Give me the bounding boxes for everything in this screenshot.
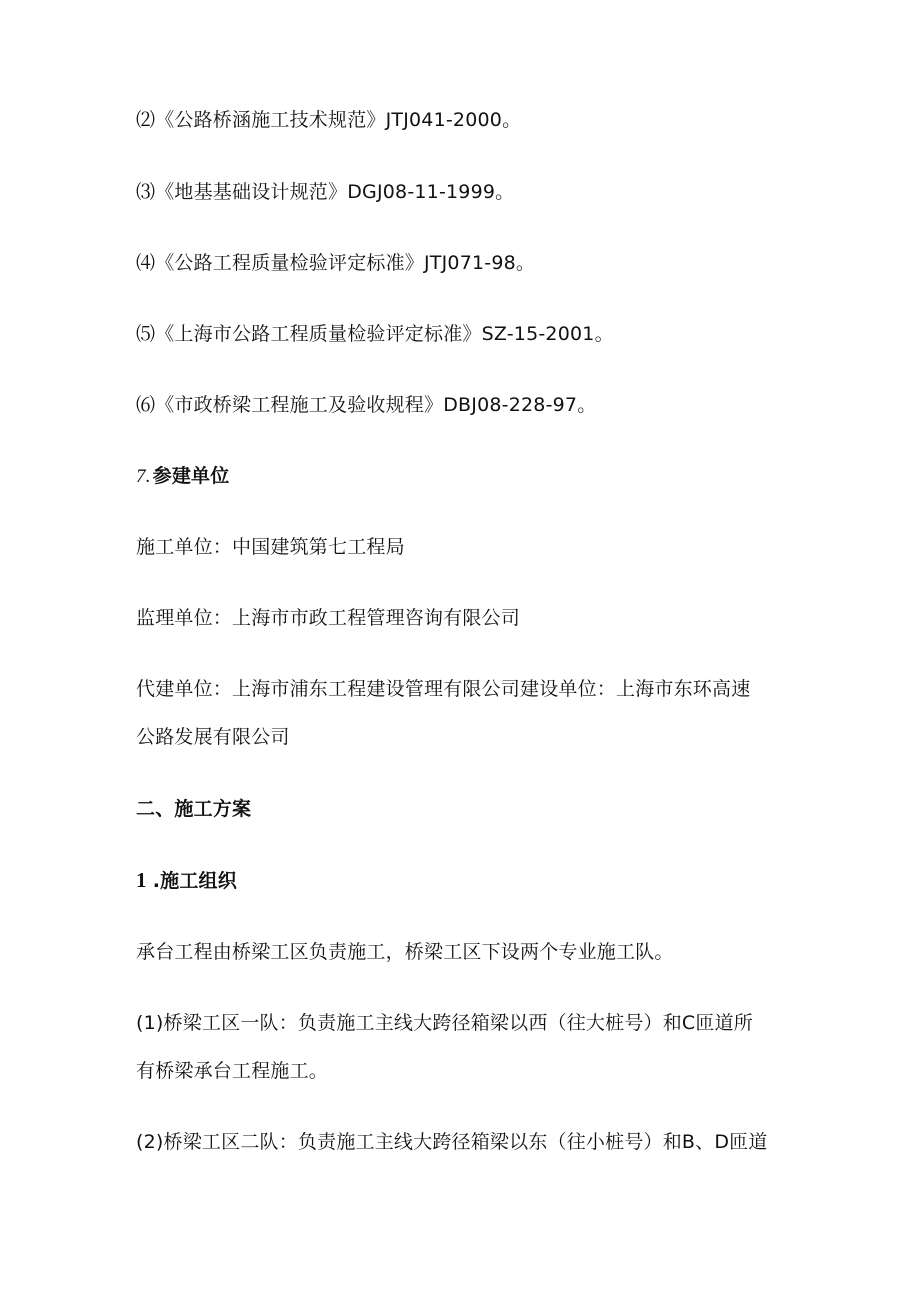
- section-1-number: 1: [136, 868, 147, 892]
- section-7-heading: [136, 464, 796, 489]
- reference-item-6: ⑹《市政桥梁工程施工及验收规程》DBJ08-228-97。: [136, 394, 597, 416]
- chapter-2-heading: 二、施工方案: [136, 798, 252, 820]
- reference-item-3: ⑶《地基基础设计规范》DGJ08-11-1999。: [136, 181, 515, 203]
- reference-item-4: ⑷《公路工程质量检验评定标准》JTJ071-98。: [136, 252, 536, 274]
- section-1-title: .施工组织: [152, 870, 237, 892]
- team-1-line-2: 有桥梁承台工程施工。: [136, 1060, 329, 1082]
- team-1-line-1: (1)桥梁工区一队：负责施工主线大跨径箱梁以西（往大桩号）和C匝道所: [136, 1012, 753, 1034]
- construction-unit: 施工单位：中国建筑第七工程局: [136, 536, 405, 558]
- supervision-unit: 监理单位：上海市市政工程管理咨询有限公司: [136, 607, 521, 629]
- intro-paragraph: 承台工程由桥梁工区负责施工，桥梁工区下设两个专业施工队。: [136, 941, 674, 963]
- section-1-heading: [136, 868, 796, 893]
- agent-unit-line-2: 公路发展有限公司: [136, 726, 290, 748]
- reference-item-5: ⑸《上海市公路工程质量检验评定标准》SZ-15-2001。: [136, 323, 614, 345]
- team-2-line-1: (2)桥梁工区二队：负责施工主线大跨径箱梁以东（往小桩号）和B、D匝道: [136, 1131, 768, 1153]
- agent-unit-line-1: 代建单位：上海市浦东工程建设管理有限公司建设单位：上海市东环高速: [136, 678, 751, 700]
- reference-item-2: ⑵《公路桥涵施工技术规范》JTJ041-2000。: [136, 109, 522, 131]
- section-7-number: 7.: [136, 466, 151, 487]
- section-7-title: 参建单位: [152, 465, 230, 487]
